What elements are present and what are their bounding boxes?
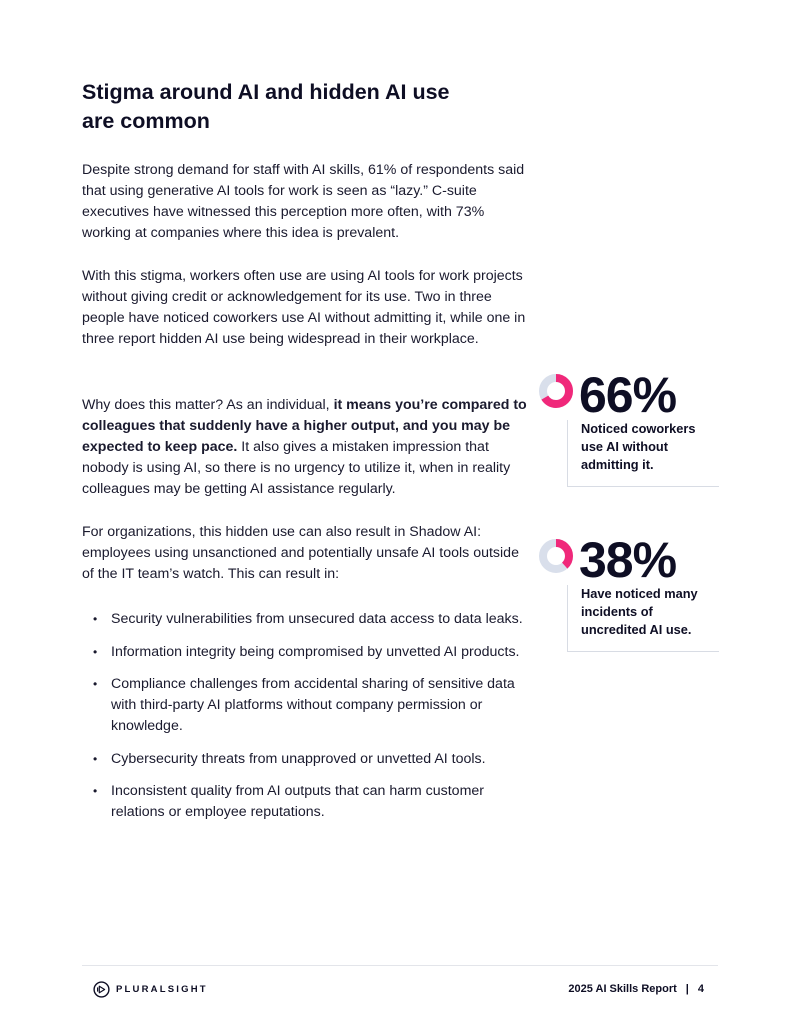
report-title: 2025 AI Skills Report	[568, 983, 677, 995]
paragraph-stigma: Despite strong demand for staff with AI skills, 61% of respondents said that using generative AI tools for work is seen as “lazy.” C-suite executives have witnessed this perception more often, with 73% working at companies where this idea is prevalent.	[82, 162, 525, 241]
list-item-text: Inconsistent quality from AI outputs that can harm customer relations or employee reputations.	[111, 783, 484, 820]
title-line-2: are common	[82, 109, 210, 133]
stat-value: 66%	[579, 367, 677, 423]
list-item	[82, 749, 532, 770]
why-matters-rest: It also gives a mistaken impression that nobody is using AI, so there is no urgency to utilize it, when in reality colleagues may be getting AI assistance regularly.	[82, 439, 511, 497]
footer-divider	[82, 965, 718, 966]
list-item	[82, 642, 532, 663]
paragraph-shadow-ai: For organizations, this hidden use can also result in Shadow AI: employees using unsanctioned and potentially unsafe AI tools outside of the IT team’s watch. This can result in:	[82, 524, 519, 582]
footer-separator: |	[685, 983, 689, 995]
bullet-dot: •	[93, 677, 98, 691]
list-item	[82, 674, 532, 737]
donut-chart-icon	[537, 372, 575, 410]
list-item-text: Information integrity being compromised by unvetted AI products.	[111, 643, 520, 660]
why-matters-intro: Why does this matter? As an individual,	[82, 397, 334, 413]
bullet-dot: •	[93, 751, 98, 766]
list-item-text: Compliance challenges from accidental sharing of sensitive data with third-party AI platforms without company permission or knowledge.	[111, 676, 515, 734]
list-item-text: Cybersecurity threats from unapproved or unvetted AI tools.	[111, 750, 486, 767]
title-line-1: Stigma around AI and hidden AI use	[82, 80, 450, 104]
pluralsight-play-icon	[93, 981, 110, 998]
list-item	[82, 781, 532, 823]
paragraph-why-matters	[82, 395, 527, 500]
footer-page-info	[568, 983, 704, 995]
bullet-dot: •	[93, 784, 98, 798]
stat-label: Have noticed many incidents of uncredited AI use.	[567, 585, 719, 652]
paragraph-hidden-use: With this stigma, workers often use are using AI tools for work projects without giving credit or acknowledgement for its use. Two in three people have noticed coworkers use AI without admitting it, while one in three report hidden AI use being widespread in their workplace.	[82, 268, 526, 347]
risk-list	[82, 609, 532, 835]
bullet-dot: •	[93, 612, 98, 626]
list-item	[82, 609, 532, 630]
why-matters-emphasis: it means you’re compared to colleagues that suddenly have a higher output, and you may be expected to keep pace.	[82, 397, 527, 455]
stat-label: Noticed coworkers use AI without admitting it.	[567, 420, 719, 487]
list-item-text: Security vulnerabilities from unsecured data access to data leaks.	[111, 611, 523, 627]
page-title	[82, 78, 522, 136]
bullet-dot: •	[93, 644, 98, 659]
brand-name: PLURALSIGHT	[116, 984, 208, 995]
donut-chart-icon	[537, 537, 575, 575]
pluralsight-logo	[93, 981, 208, 998]
page-number: 4	[697, 983, 704, 995]
stat-value: 38%	[579, 532, 677, 588]
